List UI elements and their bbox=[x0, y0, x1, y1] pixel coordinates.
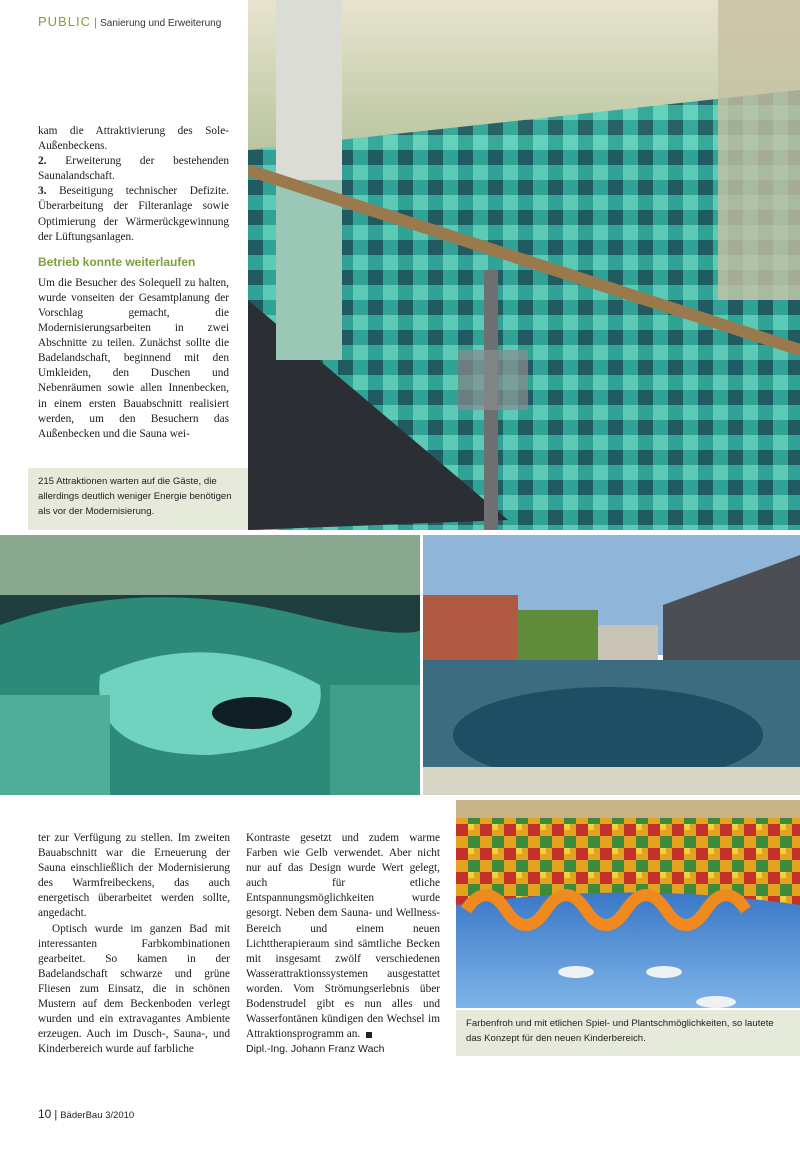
outdoor-pool-photo bbox=[423, 535, 800, 795]
end-of-article-icon bbox=[366, 1032, 372, 1038]
paragraph: Kontraste gesetzt und zudem warme Farben wie Gelb verwendet. Aber nicht nur auf das Design wurde Wert gelegt, auch für etliche Entspannungsmöglichkeiten wurde gesorgt. Neben dem Sauna- und Wellness-Bereich und einem neuen Lichttherapieraum sind sämtliche Becken mit insgesamt zwölf verschiedenen Wasserattraktionssystemen ausgestattet worden. Vom Strömungserlebnis über Bodenstrudel gibt es nun alles und Wasserfontänen kündigen den Wechsel im Attraktionsprogramm an. bbox=[246, 832, 440, 1041]
footer-separator: | bbox=[54, 1109, 58, 1121]
photo-caption: 215 Attraktionen warten auf die Gäste, die allerdings deutlich weniger Energie benötigen als vor der Modernisierung. bbox=[28, 468, 248, 530]
indoor-pool-photo bbox=[248, 0, 800, 530]
curved-pool-photo bbox=[0, 535, 420, 795]
paragraph: kam die Attraktivierung des Sole-Außenbeckens. bbox=[38, 125, 229, 153]
paragraph: Optisch wurde im ganzen Bad mit interessanten Farbkombinationen gearbeitet. So kamen in der Badelandschaft schwarze und grüne Fliesen zum Einsatz, die in schönen Mustern auf dem Beckenboden verlegt wurden und ein extravagantes Ambiente erzeugen. Auch im Dusch-, Sauna-, und Kinderbereich wurde auf farbliche bbox=[38, 922, 230, 1056]
magazine-issue: BäderBau 3/2010 bbox=[60, 1110, 135, 1121]
topic-label: Sanierung und Erweiterung bbox=[100, 18, 222, 29]
childrens-pool-photo bbox=[456, 800, 800, 1008]
author-signature: Dipl.-Ing. Johann Franz Wach bbox=[246, 1043, 385, 1056]
page-footer bbox=[38, 1107, 134, 1121]
section-label: PUBLIC bbox=[38, 14, 91, 29]
article-column-left bbox=[38, 124, 229, 442]
paragraph: Um die Besucher des Solequell zu halten, wurde vonseiten der Gesamtplanung der Vorschlag gemacht, die Modernisierungsarbeiten in zwei Abschnitte zu teilen. Zunächst sollte die Badelandschaft, beginnend mit den Umkleiden, den Duschen und Nebenräumen sowie allen Innenbecken, in einem ersten Bauabschnitt realisiert werden, um den Besuchern das Außenbecken und die Sauna wei- bbox=[38, 276, 229, 440]
photo-caption: Farbenfroh und mit etlichen Spiel- und Plantschmöglichkeiten, so lautete das Konzept für den neuen Kinderbereich. bbox=[456, 1010, 800, 1056]
paragraph: ter zur Verfügung zu stellen. Im zweiten Bauabschnitt war die Erneuerung der Sauna einschließlich der Modernisierung des Warmfreibeckens, das auch energetisch überarbeitet werden sollte, angedacht. bbox=[38, 832, 230, 920]
list-item: 3. Beseitigung technischer Defizite. Überarbeitung der Filteranlage sowie Optimierung der Wärmerückgewinnung der Lüftungsanlagen. bbox=[38, 185, 229, 243]
page-number: 10 bbox=[38, 1107, 52, 1121]
header-separator: | bbox=[93, 15, 98, 29]
subheading: Betrieb konnte weiterlaufen bbox=[38, 254, 196, 269]
list-item: 2. Erweiterung der bestehenden Saunalandschaft. bbox=[38, 155, 229, 183]
running-header bbox=[38, 14, 221, 34]
article-column-bottom-1 bbox=[38, 831, 230, 1057]
article-column-bottom-2 bbox=[246, 831, 440, 1057]
